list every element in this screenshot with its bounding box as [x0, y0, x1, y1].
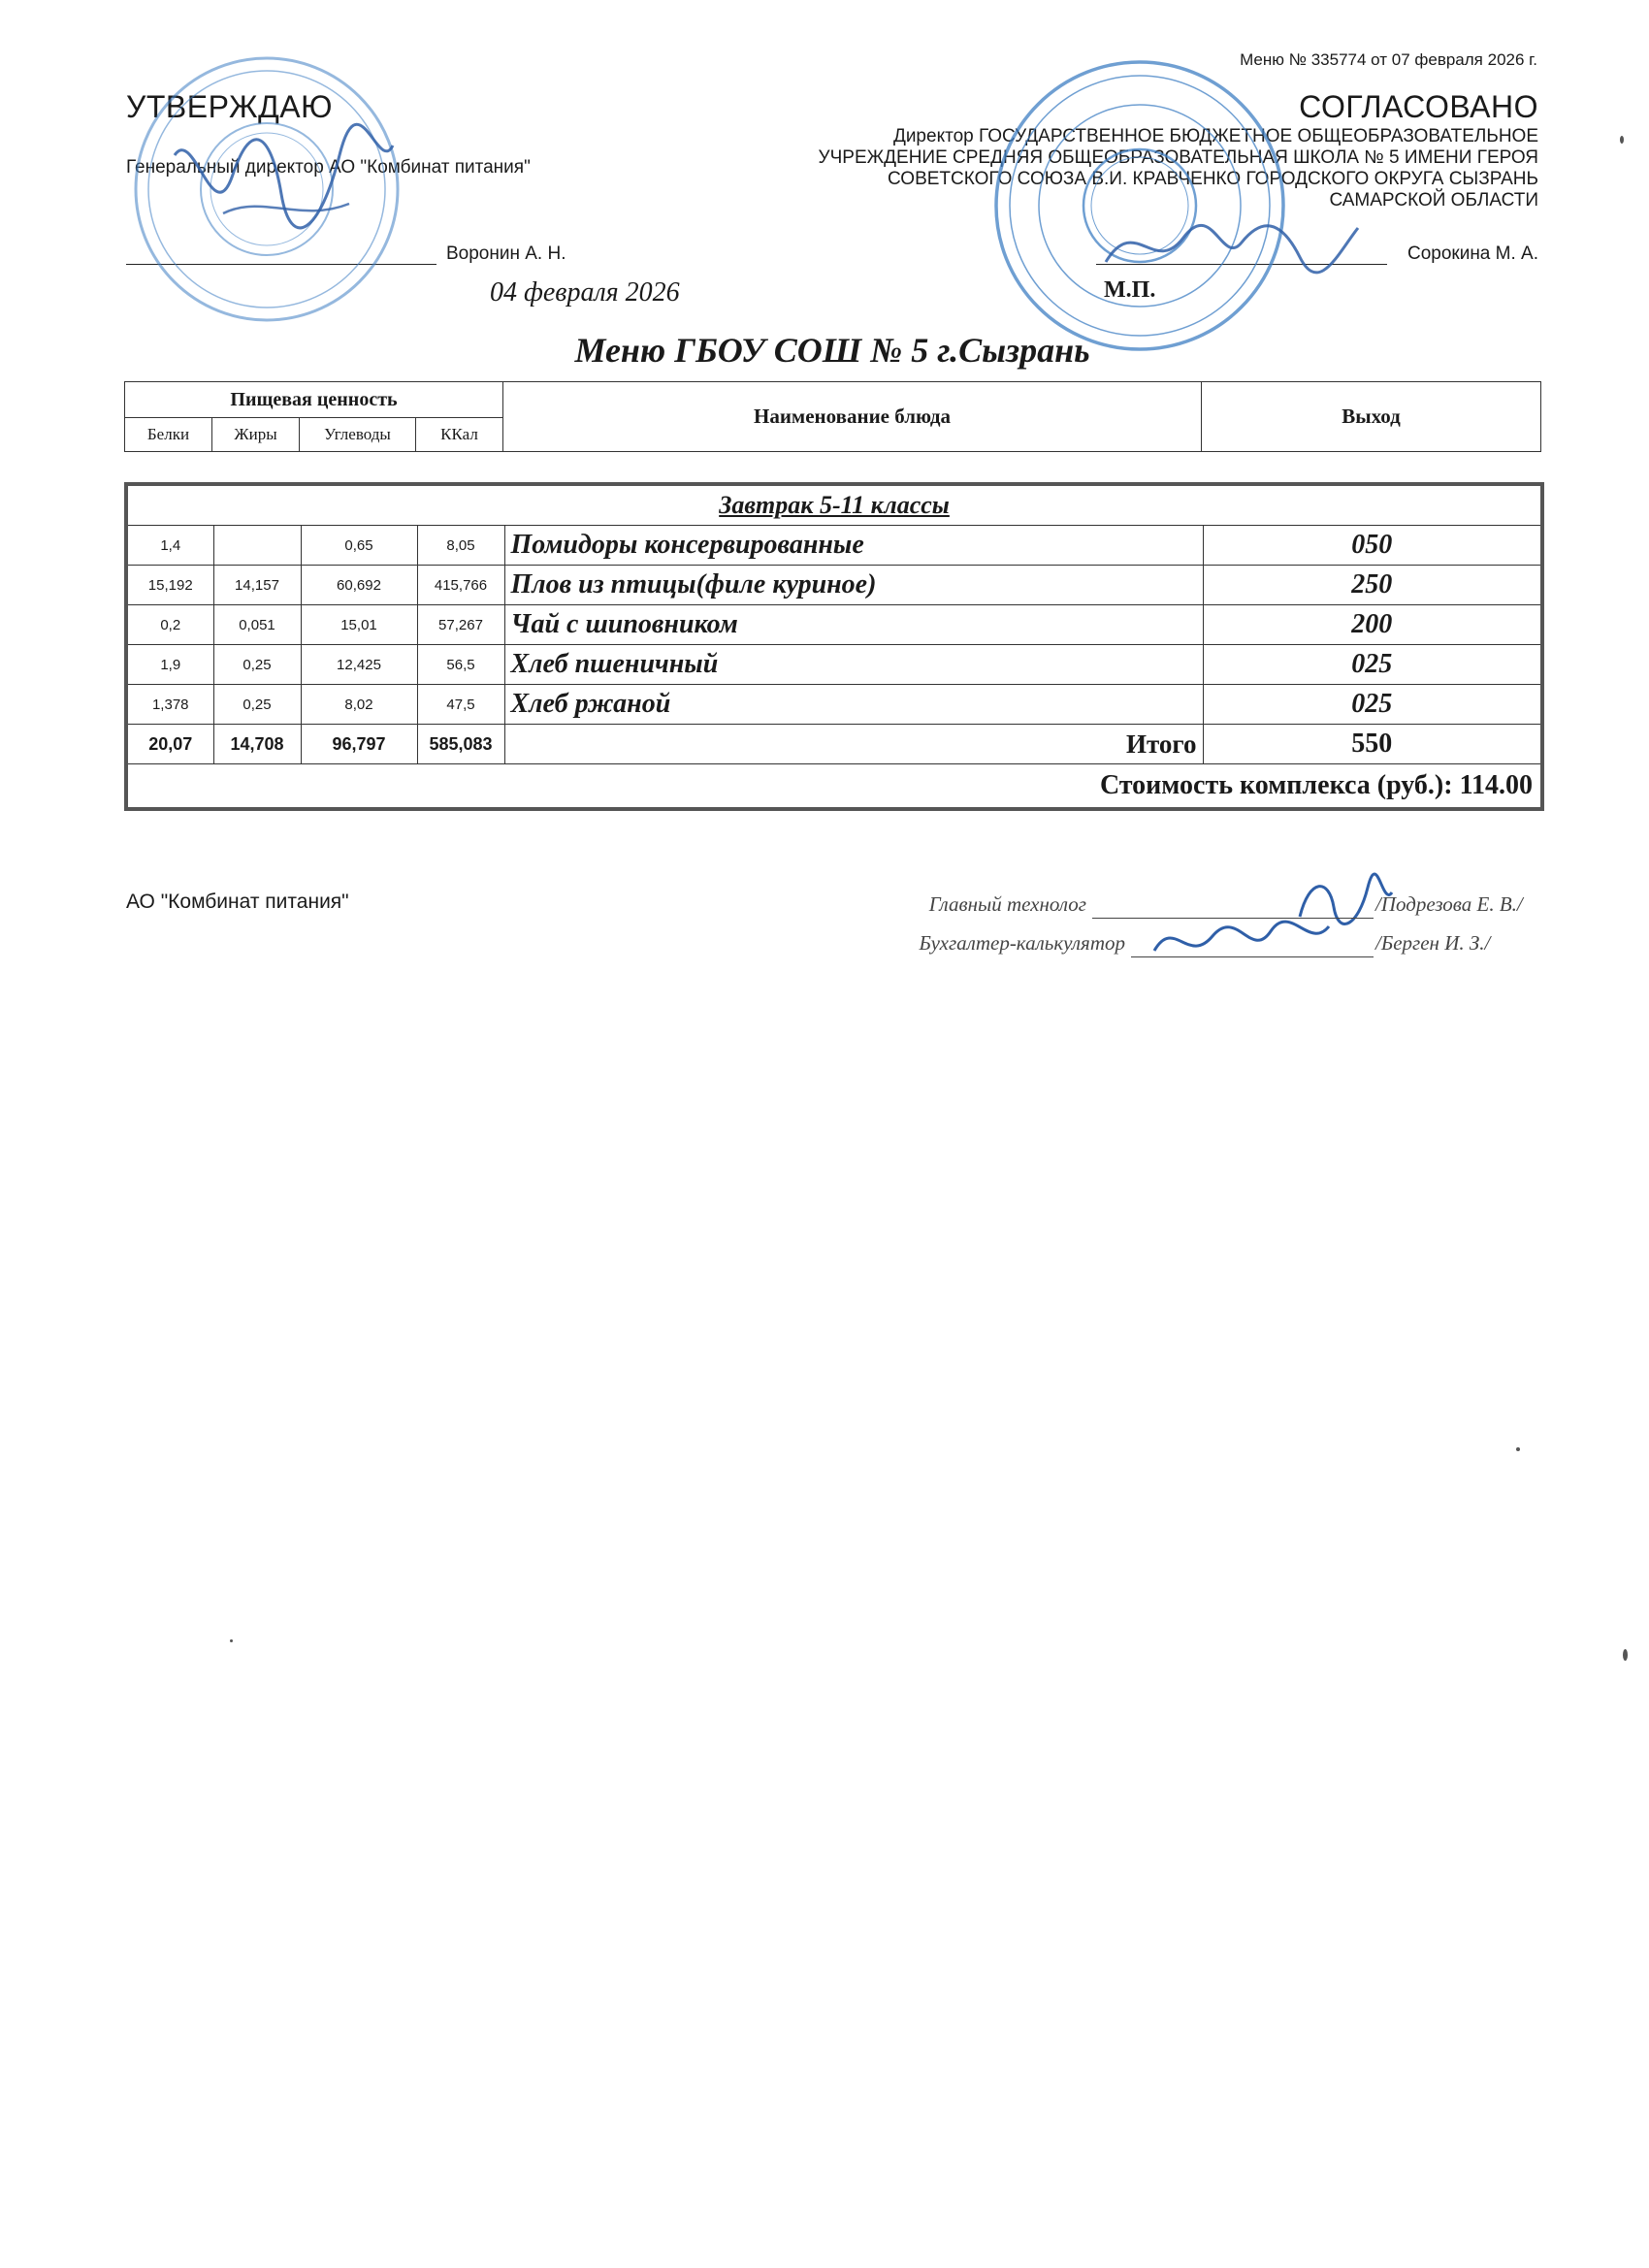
accountant-name: /Берген И. З./	[1375, 931, 1491, 955]
column-header-fat: Жиры	[212, 418, 300, 452]
approve-name: Воронин А. Н.	[446, 243, 566, 264]
approve-heading: УТВЕРЖДАЮ	[126, 89, 333, 124]
cell-protein: 1,378	[126, 685, 213, 725]
cell-kcal: 47,5	[417, 685, 504, 725]
accountant-role: Бухгалтер-калькулятор	[919, 931, 1125, 955]
scan-speck	[1620, 136, 1624, 144]
cell-fat	[213, 526, 301, 566]
cell-protein: 1,9	[126, 645, 213, 685]
technologist-signature-line	[1092, 918, 1374, 919]
complex-cost: Стоимость комплекса (руб.): 114.00	[126, 764, 1542, 810]
cell-fat: 0,051	[213, 605, 301, 645]
agree-signature-line	[1096, 264, 1387, 265]
footer-organization: АО "Комбинат питания"	[126, 891, 349, 913]
cell-output: 050	[1203, 526, 1542, 566]
dish-column-header: Наименование блюда	[503, 382, 1202, 452]
technologist-name: /Подрезова Е. В./	[1375, 892, 1523, 916]
scan-speck	[1623, 1649, 1628, 1661]
menu-number: Меню № 335774 от 07 февраля 2026 г.	[1240, 50, 1537, 69]
column-header-protein: Белки	[125, 418, 212, 452]
cell-carbs: 60,692	[301, 566, 417, 605]
cell-fat: 0,25	[213, 645, 301, 685]
page-title: Меню ГБОУ СОШ № 5 г.Сызрань	[574, 331, 1090, 370]
output-column-header: Выход	[1202, 382, 1541, 452]
total-kcal: 585,083	[417, 725, 504, 764]
total-protein: 20,07	[126, 725, 213, 764]
total-label: Итого	[504, 725, 1203, 764]
approve-position: Генеральный директор АО "Комбинат питания"	[126, 157, 531, 178]
cell-kcal: 57,267	[417, 605, 504, 645]
cell-protein: 0,2	[126, 605, 213, 645]
cell-protein: 15,192	[126, 566, 213, 605]
approve-signature-line	[126, 264, 436, 265]
agree-signature-icon	[1096, 209, 1368, 286]
technologist-role: Главный технолог	[928, 892, 1086, 916]
cell-output: 200	[1203, 605, 1542, 645]
agree-position	[728, 126, 1538, 211]
cell-kcal: 415,766	[417, 566, 504, 605]
approve-signature-icon	[155, 116, 407, 252]
section-title: Завтрак 5-11 классы	[126, 484, 1542, 526]
cell-protein: 1,4	[126, 526, 213, 566]
cell-kcal: 56,5	[417, 645, 504, 685]
accountant-signature-line	[1131, 956, 1374, 957]
agree-position-line: Директор ГОСУДАРСТВЕННОЕ БЮДЖЕТНОЕ ОБЩЕОБРАЗОВАТЕЛЬНОЕ	[892, 126, 1538, 146]
cell-dish: Хлеб ржаной	[504, 685, 1203, 725]
agree-position-line: СОВЕТСКОГО СОЮЗА В.И. КРАВЧЕНКО ГОРОДСКОГО ОКРУГА СЫЗРАНЬ	[887, 169, 1538, 189]
total-output: 550	[1203, 725, 1542, 764]
column-header-kcal: ККал	[416, 418, 503, 452]
cell-dish: Плов из птицы(филе куриное)	[504, 566, 1203, 605]
cell-dish: Чай с шиповником	[504, 605, 1203, 645]
cell-fat: 14,157	[213, 566, 301, 605]
agree-heading: СОГЛАСОВАНО	[1299, 89, 1538, 124]
seal-mark: М.П.	[1104, 277, 1156, 303]
table-row	[126, 605, 1542, 645]
cell-output: 025	[1203, 685, 1542, 725]
table-row	[126, 566, 1542, 605]
column-header-carbs: Углеводы	[300, 418, 416, 452]
approve-date: 04 февраля 2026	[490, 277, 680, 308]
total-carbs: 96,797	[301, 725, 417, 764]
table-row	[126, 526, 1542, 566]
scan-speck	[1516, 1447, 1520, 1451]
table-row	[126, 645, 1542, 685]
agree-position-line: УЧРЕЖДЕНИЕ СРЕДНЯЯ ОБЩЕОБРАЗОВАТЕЛЬНАЯ ШКОЛА № 5 ИМЕНИ ГЕРОЯ	[818, 147, 1538, 168]
cell-fat: 0,25	[213, 685, 301, 725]
agree-position-line: САМАРСКОЙ ОБЛАСТИ	[1329, 190, 1538, 211]
total-row	[126, 725, 1542, 764]
scan-speck	[230, 1639, 233, 1642]
nutrition-table-header	[124, 381, 1541, 452]
nutrition-group-header: Пищевая ценность	[125, 382, 503, 418]
table-row	[126, 685, 1542, 725]
left-seal-stamp	[121, 44, 412, 335]
menu-table	[124, 482, 1544, 811]
cell-carbs: 15,01	[301, 605, 417, 645]
agree-name: Сорокина М. А.	[1406, 243, 1538, 264]
cell-kcal: 8,05	[417, 526, 504, 566]
cell-dish: Помидоры консервированные	[504, 526, 1203, 566]
total-fat: 14,708	[213, 725, 301, 764]
cell-dish: Хлеб пшеничный	[504, 645, 1203, 685]
cell-output: 250	[1203, 566, 1542, 605]
cell-carbs: 0,65	[301, 526, 417, 566]
cell-carbs: 8,02	[301, 685, 417, 725]
cell-carbs: 12,425	[301, 645, 417, 685]
cell-output: 025	[1203, 645, 1542, 685]
